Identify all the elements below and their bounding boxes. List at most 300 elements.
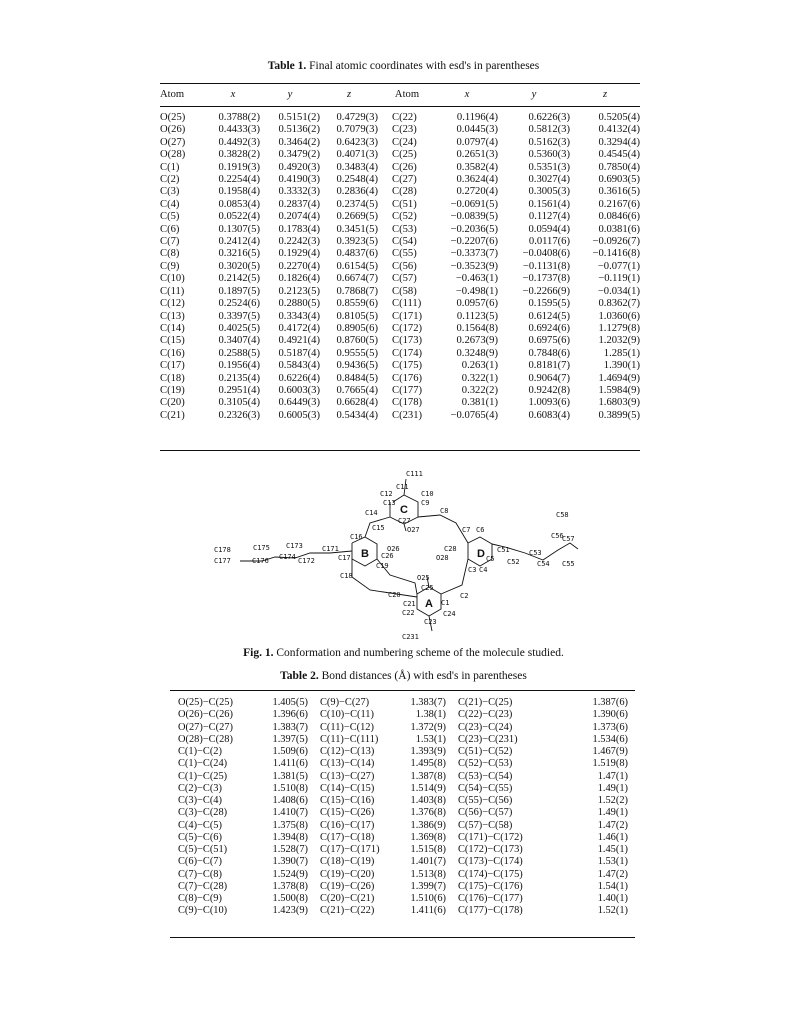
atom-label-c57: C57 (562, 535, 575, 543)
bond-name-cell: C(15)−C(26) (320, 807, 375, 819)
table1-cell: 0.6674(7) (336, 273, 378, 285)
atom-label-c8: C8 (440, 507, 449, 515)
table2-row (178, 783, 628, 795)
bond-distance-cell: 1.467(9) (592, 746, 628, 757)
table1-cell: 0.3582(4) (456, 161, 498, 173)
table1-cell: 0.1127(4) (528, 211, 570, 223)
table1-cell: 0.3216(5) (218, 248, 260, 260)
table1-cell: C(5) (160, 211, 180, 223)
table1-cell: 0.0445(3) (456, 124, 498, 136)
table1-cell: C(111) (392, 298, 422, 310)
table2-row (178, 795, 628, 807)
table1-caption-text: Final atomic coordinates with esd's in parentheses (309, 60, 540, 72)
bond-name-cell: C(23)−C(231) (458, 733, 518, 745)
table1-cell: −0.034(1) (597, 285, 640, 297)
table2-body (178, 697, 628, 918)
table1-cell: 1.0360(6) (598, 310, 640, 322)
bond-distance-cell: 1.495(8) (410, 758, 446, 770)
table1-cell: 0.6226(3) (528, 112, 570, 123)
table1-bottom-rule (160, 450, 640, 451)
bond-distance-cell: 1.49(1) (597, 782, 628, 794)
ring-label-c: C (400, 504, 408, 516)
table1-cell: 0.1196(4) (456, 112, 498, 123)
table1-cell: C(2) (160, 174, 180, 186)
bond-name-cell: C(23)−C(24) (458, 721, 513, 733)
bond-name-cell: C(20)−C(21) (320, 893, 375, 904)
table1-cell: C(26) (392, 161, 417, 173)
bond-distance-cell: 1.47(2) (597, 819, 628, 831)
atom-label-c173: C173 (286, 542, 303, 550)
bond-distance-cell: 1.514(9) (410, 782, 446, 794)
table2-bottom-rule (170, 937, 635, 938)
table1-cell: 0.2837(4) (278, 198, 320, 210)
bond-name-cell: O(25)−C(25) (178, 697, 233, 708)
atom-label-c174: C174 (279, 553, 296, 561)
atom-label-c53: C53 (529, 549, 542, 557)
atom-label-c24: C24 (443, 610, 456, 618)
table1-cell: C(1) (160, 161, 180, 173)
table1-cell: 0.6423(3) (336, 136, 378, 148)
bond-name-cell: C(3)−C(4) (178, 795, 222, 806)
table1-row (160, 311, 640, 323)
atom-label-c5: C5 (486, 555, 495, 563)
table1-cell: −0.3523(9) (450, 260, 498, 272)
bond-name-cell: C(8)−C(9) (178, 893, 222, 904)
bond-name-cell: C(18)−C(19) (320, 856, 375, 868)
bond-distance-cell: 1.510(8) (272, 782, 308, 794)
table1-cell: −0.3373(7) (450, 248, 498, 260)
table2-caption (0, 670, 807, 682)
table1-cell: 0.1595(5) (528, 298, 570, 310)
table1-cell: C(58) (392, 285, 417, 297)
bond-name-cell: C(5)−C(6) (178, 831, 222, 843)
bond-name-cell: C(7)−C(8) (178, 868, 222, 880)
table1-cell: 0.9242(8) (528, 384, 570, 396)
table2-row (178, 869, 628, 881)
table1-cell: 0.0117(6) (528, 236, 570, 248)
table1-row (160, 224, 640, 236)
table1-row (160, 211, 640, 223)
table2-row (178, 734, 628, 746)
table1-cell: C(3) (160, 186, 180, 198)
bond-distance-cell: 1.383(7) (410, 697, 446, 708)
table1-cell: C(57) (392, 273, 417, 285)
bond-distance-cell: 1.386(9) (410, 819, 446, 831)
table2-row (178, 697, 628, 709)
table1-cell: C(17) (160, 360, 185, 372)
bond-distance-cell: 1.394(8) (272, 831, 308, 843)
atom-label-o28: O28 (436, 554, 449, 562)
bond-distance-cell: 1.500(8) (272, 893, 308, 904)
table1-cell: −0.498(1) (455, 285, 498, 297)
bond-name-cell: C(14)−C(15) (320, 782, 375, 794)
bond-name-cell: C(19)−C(26) (320, 880, 375, 892)
table2-row (178, 807, 628, 819)
table1-cell: 0.2548(4) (336, 174, 378, 186)
atom-label-c2: C2 (460, 592, 469, 600)
bond-distance-cell: 1.54(1) (597, 880, 628, 892)
table1-cell: 0.9064(7) (528, 372, 570, 384)
table1-cell: 0.4132(4) (598, 124, 640, 136)
bond-distance-cell: 1.376(8) (410, 807, 446, 819)
bond-name-cell: C(1)−C(2) (178, 746, 222, 757)
table1-cell: −0.0765(4) (450, 409, 498, 421)
table2-row (178, 881, 628, 893)
table1-cell: 1.5984(9) (598, 384, 640, 396)
bond-name-cell: C(3)−C(28) (178, 807, 228, 819)
table1-cell: 0.2254(4) (218, 174, 260, 186)
bond-distance-cell: 1.53(1) (415, 733, 446, 745)
table1-cell: C(18) (160, 372, 185, 384)
table1-cell: 0.7868(7) (336, 285, 378, 297)
table1-cell: 0.4545(4) (598, 149, 640, 161)
table1-cell: 0.5843(4) (278, 360, 320, 372)
table1-cell: 0.322(2) (461, 384, 498, 396)
table2-caption-text: Bond distances (Å) with esd's in parentheses (321, 670, 527, 682)
table1-cell: C(15) (160, 335, 185, 347)
table1-cell: 0.8760(5) (336, 335, 378, 347)
table2-top-rule (170, 690, 635, 691)
bond-distance-cell: 1.53(1) (597, 856, 628, 868)
table2-row (178, 832, 628, 844)
table1-header-cell: Atom (160, 88, 185, 100)
bond-name-cell: C(57)−C(58) (458, 819, 513, 831)
molecule-figure (200, 465, 620, 645)
table1-row (160, 273, 640, 285)
atom-label-c51: C51 (497, 546, 510, 554)
bond-name-cell: O(26)−C(26) (178, 709, 233, 721)
atom-label-c9: C9 (421, 499, 430, 507)
table1-cell: 1.4694(9) (598, 372, 640, 384)
atom-label-c7: C7 (462, 526, 471, 534)
table1-cell: C(231) (392, 409, 423, 421)
atom-label-c3: C3 (468, 566, 477, 574)
table1-cell: 0.1307(5) (218, 223, 260, 235)
table1-cell: 0.3624(4) (456, 174, 498, 186)
table1-cell: 0.2326(3) (218, 409, 260, 421)
table1-cell: 0.4492(3) (218, 136, 260, 148)
table1-cell: 0.4921(4) (278, 335, 320, 347)
table1-cell: C(13) (160, 310, 185, 322)
table1-cell: C(56) (392, 260, 417, 272)
table1-cell: 0.1958(4) (218, 186, 260, 198)
table1-cell: 0.5360(3) (528, 149, 570, 161)
table1-cell: −0.463(1) (455, 273, 498, 285)
table1-cell: 0.1826(4) (278, 273, 320, 285)
table1-cell: C(54) (392, 236, 417, 248)
table1-cell: 0.3616(5) (598, 186, 640, 198)
table1-cell: 0.3407(4) (218, 335, 260, 347)
table1-cell: 1.1279(8) (598, 322, 640, 334)
table1-cell: 0.0381(6) (598, 223, 640, 235)
table1-row (160, 348, 640, 360)
table1-cell: C(171) (392, 310, 423, 322)
table1-cell: 0.7848(6) (528, 347, 570, 359)
table1-header-cell: z (346, 88, 352, 100)
bond-distance-cell: 1.405(5) (272, 697, 308, 708)
atom-label-c54: C54 (537, 560, 550, 568)
bond-distance-cell: 1.387(8) (410, 770, 446, 782)
bond-name-cell: C(19)−C(20) (320, 868, 375, 880)
bond-name-cell: C(52)−C(53) (458, 758, 513, 770)
bond-distance-cell: 1.519(8) (592, 758, 628, 770)
table1-cell: 0.3479(2) (278, 149, 320, 161)
table1-cell: 0.2951(4) (218, 384, 260, 396)
atom-label-c22: C22 (402, 609, 415, 617)
table1-cell: 0.2588(5) (218, 347, 260, 359)
table1-cell: −0.119(1) (598, 273, 640, 285)
table1-cell: C(7) (160, 236, 180, 248)
table1-cell: 0.3027(4) (528, 174, 570, 186)
table1-cell: 0.8181(7) (528, 360, 570, 372)
table1-cell: 0.3464(2) (278, 136, 320, 148)
bond-distance-cell: 1.411(6) (410, 905, 446, 917)
table1-cell: −0.0691(5) (450, 198, 498, 210)
table1-row (160, 236, 640, 248)
table1-row (160, 137, 640, 149)
table1-cell: 0.3294(4) (598, 136, 640, 148)
table2-row (178, 844, 628, 856)
table1-header-cell: z (602, 88, 608, 100)
table1-cell: C(19) (160, 384, 185, 396)
table1-cell: 0.5187(4) (278, 347, 320, 359)
table1-row (160, 248, 640, 260)
bond-distance-cell: 1.52(2) (597, 795, 628, 806)
table1-header-cell: x (464, 88, 470, 100)
table1-cell: 0.3483(4) (336, 161, 378, 173)
table1-cell: 0.6226(4) (278, 372, 320, 384)
table1-cell: 0.2123(5) (278, 285, 320, 297)
bond-name-cell: C(176)−C(177) (458, 893, 523, 904)
bond-distance-cell: 1.509(6) (272, 746, 308, 757)
bond-name-cell: C(5)−C(51) (178, 844, 228, 855)
table1-header (160, 84, 640, 104)
table1-cell: 0.6975(6) (528, 335, 570, 347)
table2-row (178, 893, 628, 905)
table1-cell: 0.5351(3) (528, 161, 570, 173)
table1-cell: C(4) (160, 198, 180, 210)
table1-cell: 0.4025(5) (218, 322, 260, 334)
bond-name-cell: C(15)−C(16) (320, 795, 375, 806)
table1-cell: 0.2412(4) (218, 236, 260, 248)
atom-label-o27: O27 (407, 526, 420, 534)
table1-cell: 0.5434(4) (336, 409, 378, 421)
table1-cell: 0.0853(4) (218, 198, 260, 210)
bond-distance-cell: 1.403(8) (410, 795, 446, 806)
table1-cell: 0.6903(5) (598, 174, 640, 186)
atom-label-c52: C52 (507, 558, 520, 566)
table2-row (178, 758, 628, 770)
table1-cell: −0.1416(8) (592, 248, 640, 260)
table1-cell: 0.5151(2) (278, 112, 320, 123)
bond-distance-cell: 1.387(6) (592, 697, 628, 708)
table1-cell: C(20) (160, 397, 185, 409)
bond-name-cell: C(174)−C(175) (458, 868, 523, 880)
bond-name-cell: C(21)−C(22) (320, 905, 375, 917)
table2-row (178, 746, 628, 758)
figure-caption-text: Conformation and numbering scheme of the molecule studied. (276, 647, 564, 659)
atom-label-c58: C58 (556, 511, 569, 519)
table1-header-cell: y (287, 88, 293, 100)
bond-name-cell: C(175)−C(176) (458, 880, 523, 892)
bond-name-cell: O(28)−C(28) (178, 733, 233, 745)
table1-cell: 0.3899(5) (598, 409, 640, 421)
atom-label-c28: C28 (444, 545, 457, 553)
table1-cell: 0.2167(6) (598, 198, 640, 210)
table1-cell: 0.0594(4) (528, 223, 570, 235)
bond-distance-cell: 1.534(6) (592, 733, 628, 745)
table1-row (160, 410, 640, 422)
bond-distance-cell: 1.411(6) (272, 758, 308, 770)
table1-cell: 0.3020(5) (218, 260, 260, 272)
bond-name-cell: C(10)−C(11) (320, 709, 374, 721)
table1-cell: 0.1956(4) (218, 360, 260, 372)
table1-cell: 0.6628(4) (336, 397, 378, 409)
table1-cell: 0.9555(5) (336, 347, 378, 359)
table1-cell: C(9) (160, 260, 180, 272)
table1-header-cell: y (531, 88, 537, 100)
atom-label-c21: C21 (403, 600, 416, 608)
table1-cell: 0.3005(3) (528, 186, 570, 198)
table1-cell: 0.2270(4) (278, 260, 320, 272)
bond-distance-cell: 1.373(6) (592, 721, 628, 733)
table1-header-cell: x (230, 88, 236, 100)
bond-distance-cell: 1.408(6) (272, 795, 308, 806)
atom-label-c19: C19 (376, 562, 389, 570)
table2-row (178, 771, 628, 783)
table1-cell: 0.4920(3) (278, 161, 320, 173)
atom-label-c15: C15 (372, 524, 385, 532)
bond-name-cell: C(16)−C(17) (320, 819, 375, 831)
table1-cell: −0.2266(9) (522, 285, 570, 297)
table1-cell: C(53) (392, 223, 417, 235)
bond-distance-cell: 1.38(1) (415, 709, 446, 721)
table1-cell: 0.4190(3) (278, 174, 320, 186)
table2-row (178, 709, 628, 721)
bond-name-cell: C(54)−C(55) (458, 782, 513, 794)
bond-distance-cell: 1.528(7) (272, 844, 308, 855)
bond-name-cell: C(172)−C(173) (458, 844, 523, 855)
bond-distance-cell: 1.410(7) (272, 807, 308, 819)
table1-cell: 0.263(1) (461, 360, 498, 372)
table1-cell: C(52) (392, 211, 417, 223)
bond-name-cell: C(53)−C(54) (458, 770, 513, 782)
bond-name-cell: C(1)−C(24) (178, 758, 228, 770)
atom-label-c18: C18 (340, 572, 353, 580)
table1-cell: 0.5136(2) (278, 124, 320, 136)
table1-cell: O(26) (160, 124, 186, 136)
table1-cell: 0.1897(5) (218, 285, 260, 297)
table1-cell: 0.1783(4) (278, 223, 320, 235)
table1-row (160, 112, 640, 124)
bond-name-cell: C(13)−C(14) (320, 758, 375, 770)
table1-cell: 0.3451(5) (336, 223, 378, 235)
table2-row (178, 856, 628, 868)
table1-cell: 0.0846(6) (598, 211, 640, 223)
table1-cell: 0.0797(4) (456, 136, 498, 148)
table1-cell: 0.3248(9) (456, 347, 498, 359)
table1-header-rule (160, 106, 640, 107)
table1-cell: 0.3788(2) (218, 112, 260, 123)
atom-label-c1: C1 (441, 599, 450, 607)
figure-caption (0, 647, 807, 659)
bond-distance-cell: 1.383(7) (272, 721, 308, 733)
table1-cell: 0.5205(4) (598, 112, 640, 123)
table1-cell: 0.2880(5) (278, 298, 320, 310)
table1-cell: −0.2036(5) (450, 223, 498, 235)
table1-cell: C(178) (392, 397, 423, 409)
table1-cell: 0.1929(4) (278, 248, 320, 260)
table1-cell: C(177) (392, 384, 423, 396)
bond-distance-cell: 1.401(7) (410, 856, 446, 868)
table1-cell: 0.6083(4) (528, 409, 570, 421)
table1-cell: 0.4837(6) (336, 248, 378, 260)
bond-distance-cell: 1.396(6) (272, 709, 308, 721)
table1-cell: 0.1919(3) (218, 161, 260, 173)
bond-distance-cell: 1.390(6) (592, 709, 628, 721)
atom-label-c111: C111 (406, 470, 423, 478)
bond-name-cell: C(9)−C(27) (320, 697, 370, 708)
atom-label-c17: C17 (338, 554, 351, 562)
bond-distance-cell: 1.47(2) (597, 868, 628, 880)
table1-cell: 0.6124(5) (528, 310, 570, 322)
table1-cell: 0.1123(5) (456, 310, 498, 322)
table1-cell: 0.3828(2) (218, 149, 260, 161)
bond-name-cell: C(21)−C(25) (458, 697, 513, 708)
table1-cell: −0.2207(6) (450, 236, 498, 248)
table1-cell: −0.077(1) (597, 260, 640, 272)
table1-row (160, 360, 640, 372)
bond-distance-cell: 1.510(6) (410, 893, 446, 904)
atom-label-c6: C6 (476, 526, 485, 534)
table1-cell: C(176) (392, 372, 423, 384)
table1-cell: 0.7665(4) (336, 384, 378, 396)
bond-distance-cell: 1.46(1) (597, 831, 628, 843)
table2-row (178, 905, 628, 917)
bond-distance-cell: 1.397(5) (272, 733, 308, 745)
bond-distance-cell: 1.515(8) (410, 844, 446, 855)
atom-label-c177: C177 (214, 557, 231, 565)
table1-cell: C(11) (160, 285, 185, 297)
atom-label-o26: O26 (387, 545, 400, 553)
bond-distance-cell: 1.399(7) (410, 880, 446, 892)
table1-cell: −0.1737(8) (522, 273, 570, 285)
atom-label-c171: C171 (322, 545, 339, 553)
table1-cell: C(25) (392, 149, 417, 161)
table2-caption-label: Table 2. (280, 670, 319, 682)
table1-row (160, 397, 640, 409)
bond-name-cell: C(51)−C(52) (458, 746, 513, 757)
table1-cell: C(22) (392, 112, 417, 123)
table1-cell: C(173) (392, 335, 423, 347)
bond-distance-cell: 1.45(1) (597, 844, 628, 855)
bond-distance-cell: 1.47(1) (597, 770, 628, 782)
table1-cell: 0.2524(6) (218, 298, 260, 310)
table1-cell: C(23) (392, 124, 417, 136)
table1-cell: 0.8905(6) (336, 322, 378, 334)
bond-distance-cell: 1.49(1) (597, 807, 628, 819)
table1-row (160, 124, 640, 136)
table1-cell: 0.6449(3) (278, 397, 320, 409)
table1-cell: O(25) (160, 112, 186, 123)
table1-cell: C(12) (160, 298, 185, 310)
table1-cell: 0.4433(3) (218, 124, 260, 136)
table1-cell: C(24) (392, 136, 417, 148)
table1-body (160, 112, 640, 422)
table1-cell: 0.2135(4) (218, 372, 260, 384)
bond-name-cell: C(56)−C(57) (458, 807, 513, 819)
table1-cell: C(175) (392, 360, 423, 372)
